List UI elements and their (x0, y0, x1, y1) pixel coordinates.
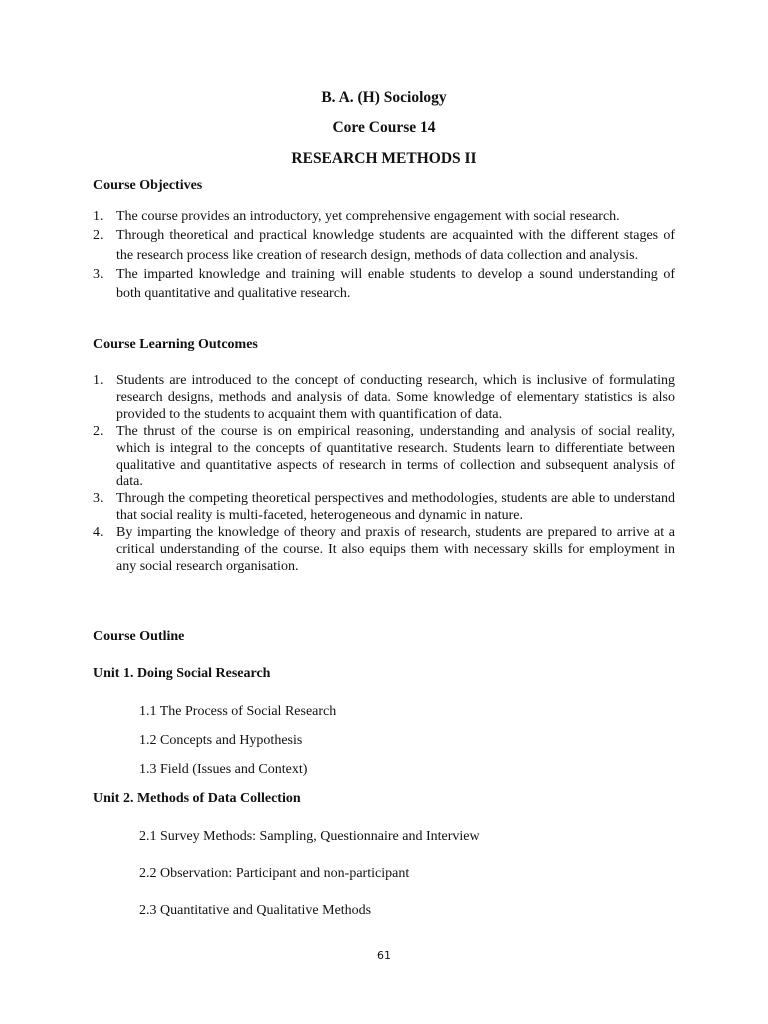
item-text: By imparting the knowledge of theory and praxis of research, students are prepared to arrive at a critical understanding of the course. It also equips them with necessary skills for employment in any social research organisation. (116, 525, 675, 574)
outline-heading: Course Outline (93, 629, 185, 644)
item-number: 1. (93, 209, 104, 224)
page-number: 61 (377, 949, 391, 962)
item-text: Students are introduced to the concept of conducting research, which is inclusive of formulating research designs, methods and analysis of data. Some knowledge of elementary statistics is also provided to the students to acquaint them with quantification of data. (116, 373, 675, 422)
list-item (93, 525, 675, 576)
item-number: 1. (93, 373, 104, 388)
objectives-list (93, 207, 675, 303)
item-text: The course provides an introductory, yet comprehensive engagement with social research. (116, 209, 620, 224)
item-number: 2. (93, 228, 104, 244)
item-text: The imparted knowledge and training will enable students to develop a sound understanding of both quantitative and qualitative research. (116, 266, 675, 302)
unit2-topic: 2.1 Survey Methods: Sampling, Questionnaire and Interview (139, 829, 480, 844)
item-number: 3. (93, 491, 104, 507)
course-title: RESEARCH METHODS II (291, 150, 477, 167)
outcomes-list (93, 373, 675, 576)
unit2-topic: 2.2 Observation: Participant and non-participant (139, 866, 410, 881)
list-item (93, 424, 675, 492)
unit2-topic: 2.3 Quantitative and Qualitative Methods (139, 903, 372, 918)
list-item (93, 491, 675, 525)
course-number: Core Course 14 (332, 119, 436, 136)
unit1-topic: 1.3 Field (Issues and Context) (139, 762, 308, 777)
list-item (93, 226, 675, 265)
list-item (93, 265, 675, 304)
item-number: 2. (93, 423, 104, 439)
item-text: Through the competing theoretical perspectives and methodologies, students are able to understand that social reality is multi-faceted, heterogeneous and dynamic in nature. (116, 491, 675, 524)
item-text: The thrust of the course is on empirical reasoning, understanding and analysis of social reality, which is integral to the concepts of quantitative research. Students learn to differentiate between qualitative and quantitative aspects of research in terms of collection and subsequent analysis of data. (116, 423, 675, 490)
item-number: 3. (93, 266, 104, 282)
outcomes-heading: Course Learning Outcomes (93, 337, 258, 352)
list-item (93, 373, 675, 424)
list-item (93, 207, 675, 226)
item-text: Through theoretical and practical knowledge students are acquainted with the different stages of the research process like creation of research design, methods of data collection and analysis. (116, 228, 675, 263)
item-number: 4. (93, 525, 104, 541)
objectives-heading: Course Objectives (93, 178, 203, 193)
unit1-topic: 1.1 The Process of Social Research (139, 704, 337, 719)
program-title: B. A. (H) Sociology (321, 89, 447, 106)
unit2-title: Unit 2. Methods of Data Collection (93, 791, 301, 806)
unit1-title: Unit 1. Doing Social Research (93, 666, 271, 681)
unit1-topic: 1.2 Concepts and Hypothesis (139, 733, 303, 748)
